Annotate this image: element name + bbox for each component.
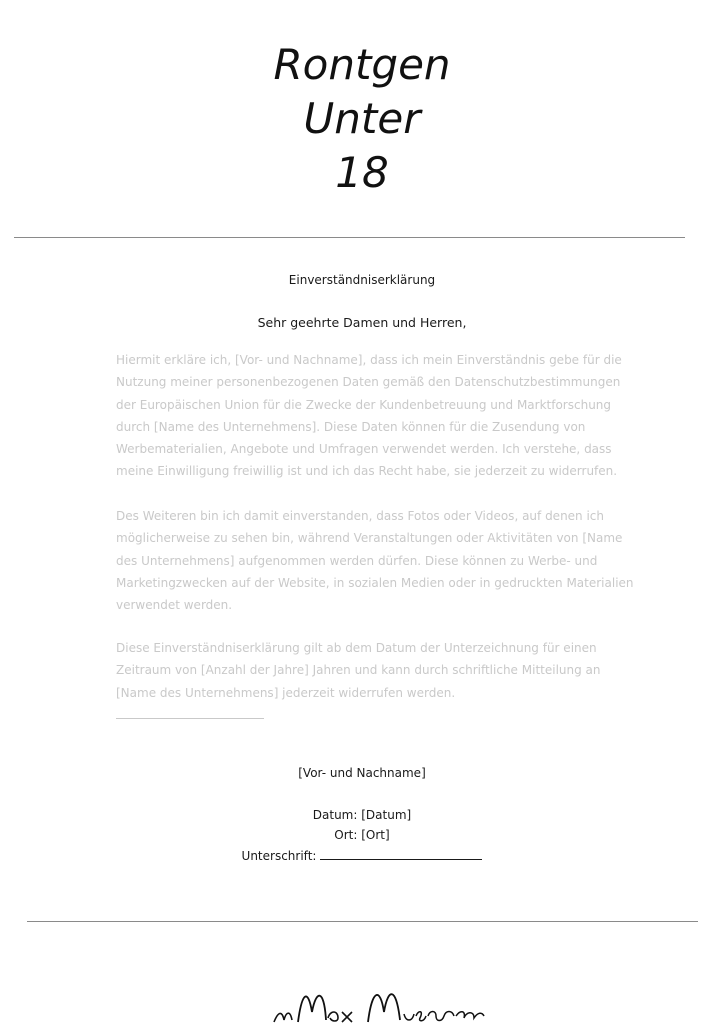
form-heading: Einverständniserklärung <box>288 273 436 287</box>
title-line-3: 18 <box>335 148 389 197</box>
paragraph-validity: Diese Einverständniserklärung gilt ab dem Datum der Unterzeichnung für einen Zeitraum von [Anzahl der Jahre] Jahren und kann durch schriftliche Mitteilung an [Name des Unternehmens] jederzeit widerrufen werden. <box>116 641 601 700</box>
title-line-1: Rontgen <box>273 40 451 89</box>
name-placeholder: [Vor- und Nachname] <box>298 766 426 780</box>
signature-label: Unterschrift: <box>241 849 317 863</box>
handwritten-signature <box>268 982 488 1024</box>
title-line-2: Unter <box>303 94 421 143</box>
date-line: Datum: [Datum] <box>312 808 412 822</box>
paragraph-consent-data: Hiermit erkläre ich, [Vor- und Nachname], dass ich mein Einverständnis gebe für die Nutzung meiner personenbezogenen Daten gemäß den Datenschutzbestimmungen der Europäischen Union für die Zwecke der Kundenbetreuung und Marktforschung durch [Name des Unternehmens]. Diese Daten können für die Zusendung von Werbematerialien, Angebote und Umfragen verwendet werden. Ich verstehe, dass meine Einwilligung freiwillig ist und ich das Recht habe, sie jederzeit zu widerrufen. <box>116 353 622 479</box>
signature-blank-line <box>320 848 482 860</box>
top-divider <box>14 237 685 238</box>
bottom-divider <box>27 921 698 922</box>
salutation: Sehr geehrte Damen und Herren, <box>257 315 467 330</box>
paragraph-consent-media: Des Weiteren bin ich damit einverstanden, dass Fotos oder Videos, auf denen ich möglicherweise zu sehen bin, während Veranstaltungen oder Aktivitäten von [Name des Unternehmens] aufgenommen werden dürfen. Diese können zu Werbe- und Marketingzwecken auf der Website, in sozialen Medien oder in gedruckten Materialien verwendet werden. <box>116 509 634 613</box>
signature-row <box>0 848 724 863</box>
place-line: Ort: [Ort] <box>334 828 390 842</box>
document-title <box>0 38 724 200</box>
short-divider <box>116 718 264 719</box>
